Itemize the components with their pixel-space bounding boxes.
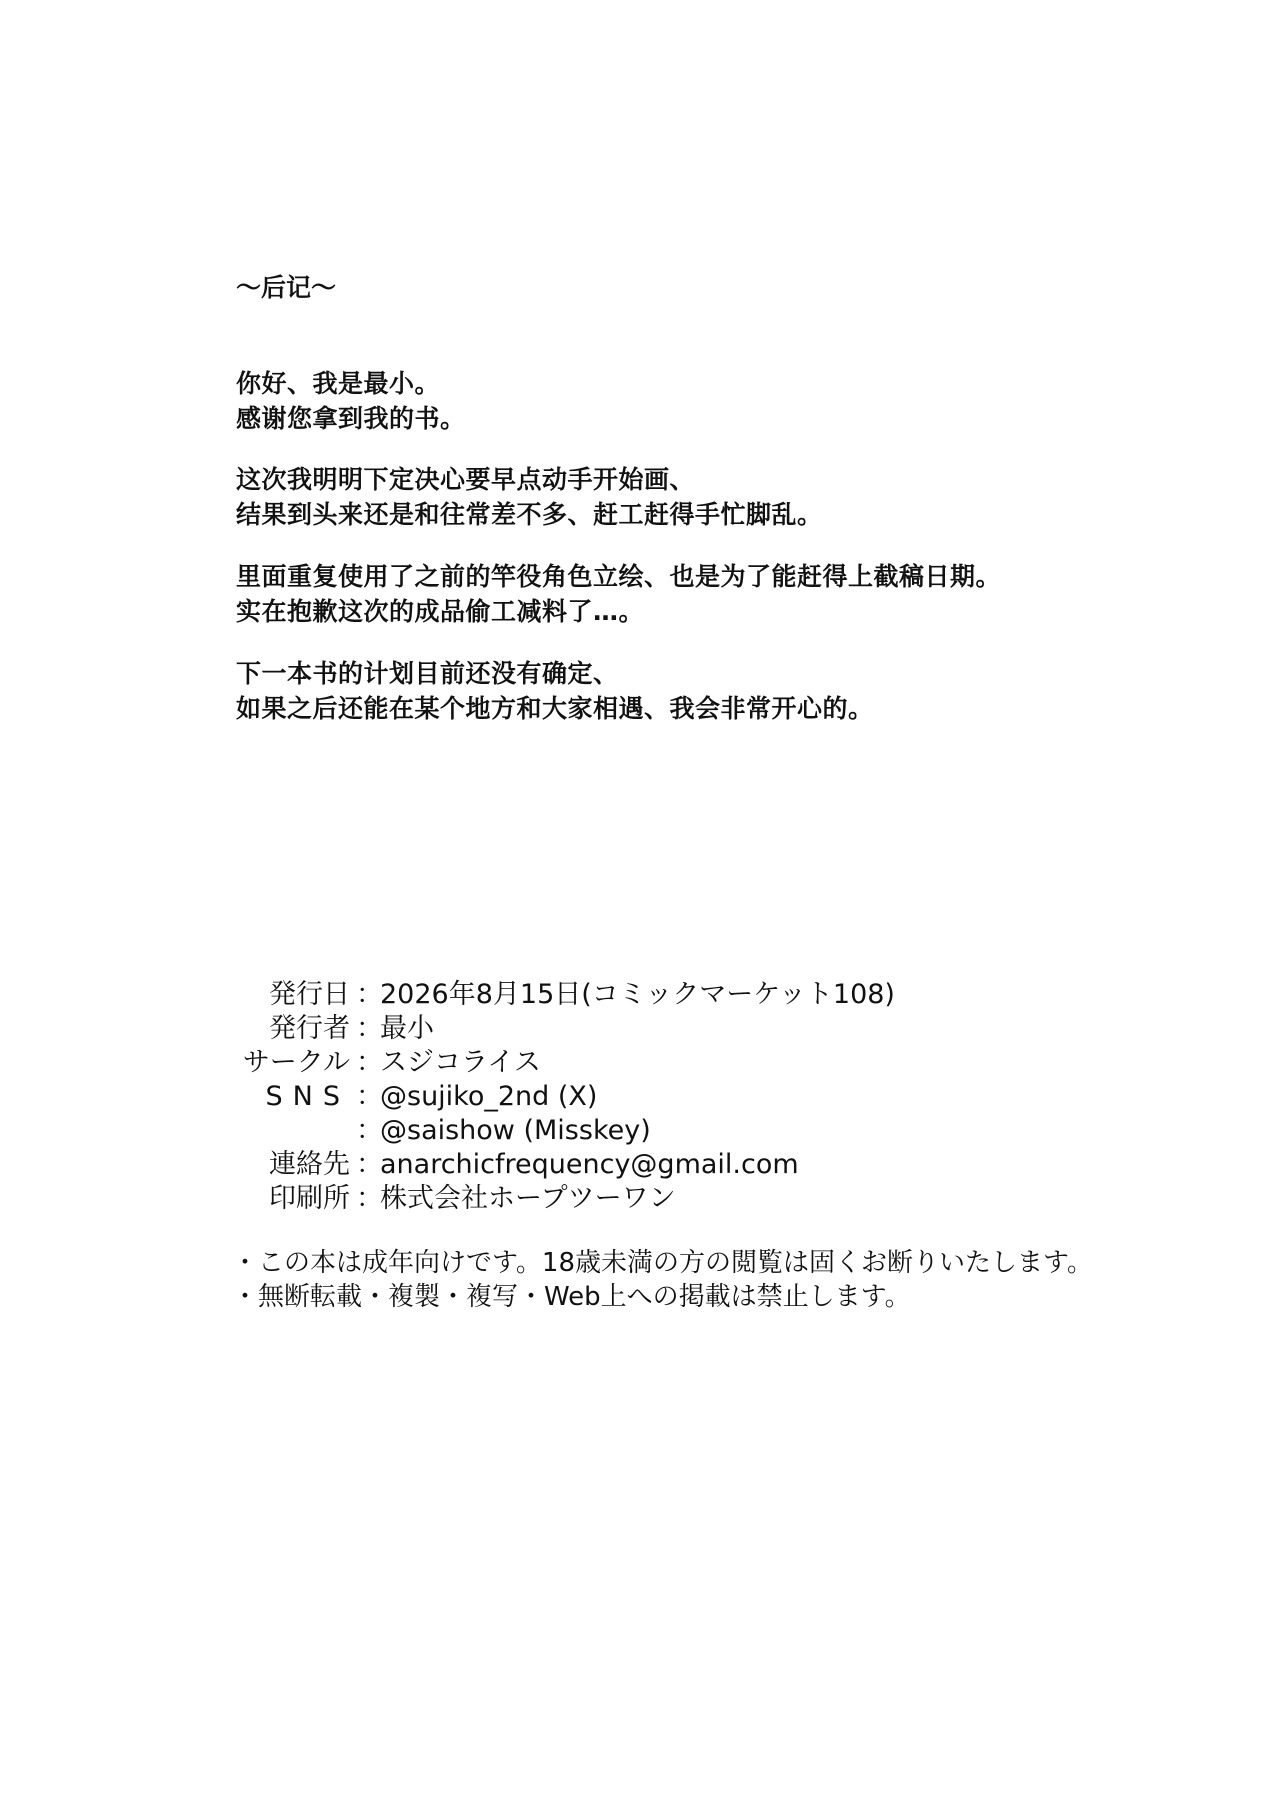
colophon-label: 発行者 — [269, 1013, 350, 1044]
reproduction-notice: ・無断転載・複製・複写・Web上への掲載は禁止します。 — [232, 1282, 911, 1312]
colophon-label: 発行日 — [269, 979, 350, 1010]
colophon-value: スジコライス — [380, 1047, 541, 1078]
colophon-colon: ： — [356, 979, 383, 1010]
afterword-title: 〜后记〜 — [236, 273, 337, 302]
colophon-colon: ： — [356, 1081, 383, 1112]
colophon-row-circle — [230, 1046, 1230, 1080]
colophon-row-sns-secondary — [230, 1114, 1230, 1148]
afterword-line: 你好、我是最小。 — [236, 369, 441, 398]
afterword-line: 这次我明明下定决心要早点动手开始画、 — [236, 465, 696, 494]
colophon-row-sns — [230, 1080, 1230, 1114]
sns-x-handle: @sujiko_2nd (X) — [380, 1081, 598, 1112]
afterword-line: 下一本书的计划目前还没有确定、 — [236, 659, 619, 688]
colophon-colon: ： — [356, 1149, 383, 1180]
colophon-value: 最小 — [380, 1013, 434, 1044]
sns-misskey-handle: @saishow (Misskey) — [380, 1115, 651, 1146]
contact-email: anarchicfrequency@gmail.com — [380, 1149, 799, 1180]
afterword-section — [236, 268, 1236, 723]
notices-section — [232, 1246, 1272, 1314]
afterword-line: 如果之后还能在某个地方和大家相遇、我会非常开心的。 — [236, 694, 874, 723]
colophon-value: 2026年8月15日(コミックマーケット108) — [380, 979, 895, 1010]
afterword-paragraph — [236, 462, 823, 532]
afterword-line: 里面重复使用了之前的竿役角色立绘、也是为了能赶得上截稿日期。 — [236, 562, 1002, 591]
colophon-label: SNS — [265, 1081, 350, 1112]
afterword-line: 感谢您拿到我的书。 — [236, 404, 466, 433]
afterword-paragraph — [236, 656, 874, 726]
adult-content-notice: ・この本は成年向けです。18歳未満の方の閲覧は固くお断りいたします。 — [232, 1248, 1093, 1278]
colophon-label: サークル — [242, 1047, 350, 1078]
afterword-paragraph — [236, 366, 466, 436]
colophon-colon: ： — [356, 1115, 383, 1146]
colophon-row-contact — [230, 1148, 1230, 1182]
colophon-row-date — [230, 978, 1230, 1012]
colophon-table — [230, 978, 1230, 1216]
colophon-colon: ： — [356, 1047, 383, 1078]
colophon-label: 連絡先 — [269, 1149, 350, 1180]
colophon-label: 印刷所 — [269, 1183, 350, 1214]
colophon-colon: ： — [356, 1183, 383, 1214]
colophon-value: 株式会社ホープツーワン — [380, 1183, 676, 1214]
afterword-line: 实在抱歉这次的成品偷工减料了…。 — [236, 597, 645, 626]
afterword-paragraph — [236, 559, 1001, 629]
afterword-line: 结果到头来还是和往常差不多、赶工赶得手忙脚乱。 — [236, 500, 823, 529]
colophon-row-publisher — [230, 1012, 1230, 1046]
colophon-colon: ： — [356, 1013, 383, 1044]
colophon-row-printer — [230, 1182, 1230, 1216]
